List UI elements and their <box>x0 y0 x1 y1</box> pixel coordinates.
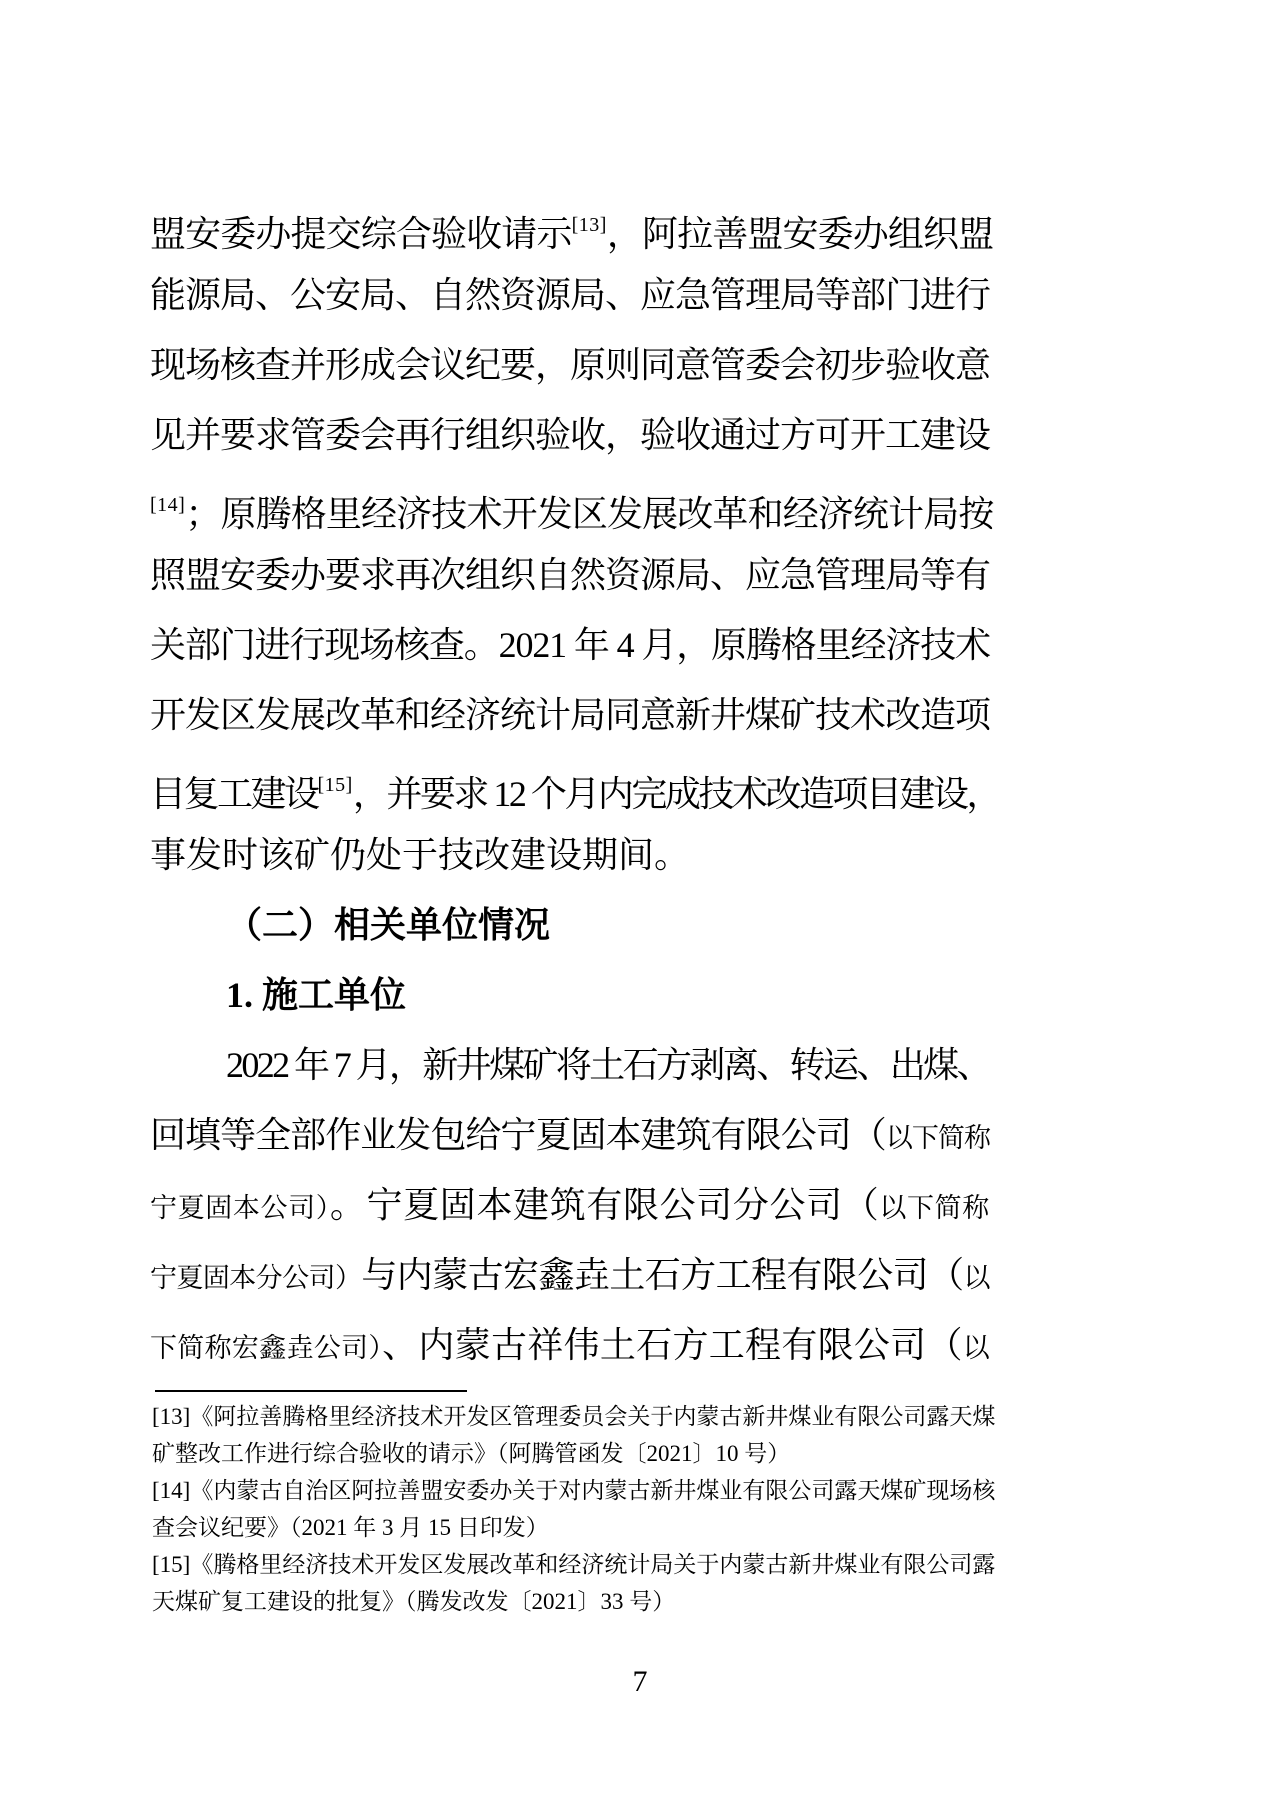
footnote-ref: [15] <box>317 774 353 796</box>
section-heading <box>150 890 990 960</box>
body-line <box>150 1240 990 1310</box>
text-runs <box>150 400 990 470</box>
footnote-line <box>152 1435 1012 1472</box>
text-run: 宁夏固本分公司） <box>150 1263 362 1293</box>
text-runs <box>150 820 690 890</box>
text-run: 现场核查并形成会议纪要，原则同意管委会初步验收意 <box>150 345 991 385</box>
text-run: 、内蒙古祥伟土石方工程有限公司（ <box>382 1325 963 1365</box>
footnote-line <box>152 1398 1012 1435</box>
text-run: 以下简称 <box>885 1123 991 1153</box>
text-run: 以下简称 <box>879 1193 990 1223</box>
footnote-line <box>152 1509 1012 1546</box>
body-line <box>150 540 990 610</box>
text-runs <box>150 610 990 680</box>
footnote-line <box>152 1546 1012 1583</box>
text-run: 查会议纪要》（2021 年 3 月 15 日印发） <box>152 1515 549 1540</box>
text-runs <box>152 1398 995 1435</box>
body-line <box>150 1170 990 1240</box>
text-runs <box>150 1100 990 1173</box>
text-runs <box>150 750 1000 829</box>
text-run: 以 <box>963 1263 990 1293</box>
text-run: 天煤矿复工建设的批复》（腾发改发〔2021〕33 号） <box>152 1589 676 1614</box>
body-line <box>150 190 994 260</box>
text-runs <box>152 1435 790 1472</box>
text-run: ，阿拉善盟安委办组织盟 <box>606 214 994 254</box>
body-line <box>150 1100 990 1170</box>
text-run: 见并要求管委会再行组织验收，验收通过方可开工建设 <box>150 415 991 455</box>
text-run: 盟安委办提交综合验收请示 <box>150 214 572 254</box>
text-run: 2022 年 7 月，新井煤矿将土石方剥离、转运、出煤、 <box>226 1045 990 1085</box>
text-runs <box>152 1583 675 1620</box>
text-run: ；原腾格里经济技术开发区发展改革和经济统计局按 <box>185 494 994 534</box>
text-runs <box>150 1310 990 1383</box>
body-line <box>150 400 990 470</box>
text-runs <box>150 540 990 610</box>
text-run: [15]《腾格里经济技术开发区发展改革和经济统计局关于内蒙古新井煤业有限公司露 <box>152 1552 996 1577</box>
text-run: 矿整改工作进行综合验收的请示》（阿腾管函发〔2021〕10 号） <box>152 1441 791 1466</box>
text-run: 以 <box>962 1333 991 1363</box>
text-runs <box>150 680 990 750</box>
text-runs <box>150 1240 990 1313</box>
subsection-heading <box>150 960 990 1030</box>
text-runs <box>150 470 994 549</box>
text-runs <box>152 1472 995 1509</box>
footnote-separator <box>155 1390 467 1392</box>
footnote-line <box>152 1472 1012 1509</box>
text-run: 照盟安委办要求再次组织自然资源局、应急管理局等有 <box>150 555 991 595</box>
text-runs <box>150 330 990 400</box>
text-runs <box>150 260 990 330</box>
text-run: ，并要求 12 个月内完成技术改造项目建设， <box>352 774 1000 814</box>
body-line <box>150 750 1000 820</box>
text-run: 开发区发展改革和经济统计局同意新井煤矿技术改造项 <box>150 695 991 735</box>
text-run: 关部门进行现场核查。2021 年 4 月，原腾格里经济技术 <box>150 625 990 665</box>
footnote-line <box>152 1583 1012 1620</box>
body-line <box>150 260 990 330</box>
text-runs <box>152 1509 549 1546</box>
text-runs <box>226 890 550 960</box>
body-line <box>150 680 990 750</box>
text-runs <box>150 190 993 269</box>
body-line <box>150 1030 990 1100</box>
text-run: 宁夏固本公司） <box>150 1193 330 1223</box>
text-run: 。宁夏固本建筑有限公司分公司（ <box>329 1185 880 1225</box>
body-line <box>150 470 994 540</box>
text-run: 与内蒙古宏鑫垚土石方工程有限公司（ <box>361 1255 964 1295</box>
text-runs <box>226 960 406 1030</box>
page-number: 7 <box>632 1665 648 1698</box>
text-runs <box>150 1170 990 1243</box>
text-run: 能源局、公安局、自然资源局、应急管理局等部门进行 <box>150 275 991 315</box>
body-text <box>150 190 1000 1380</box>
footnotes <box>152 1398 1012 1620</box>
text-run: [13]《阿拉善腾格里经济技术开发区管理委员会关于内蒙古新井煤业有限公司露天煤 <box>152 1404 996 1429</box>
text-run: 下简称宏鑫垚公司） <box>150 1333 383 1363</box>
text-run: [14]《内蒙古自治区阿拉善盟安委办关于对内蒙古新井煤业有限公司露天煤矿现场核 <box>152 1478 996 1503</box>
body-line <box>150 610 990 680</box>
text-run: 1. 施工单位 <box>226 975 407 1015</box>
body-line <box>150 330 990 400</box>
footnote-ref: [13] <box>571 214 607 236</box>
text-runs <box>226 1030 990 1100</box>
text-run: 回填等全部作业发包给宁夏固本建筑有限公司（ <box>150 1115 886 1155</box>
text-run: （二）相关单位情况 <box>226 905 551 945</box>
body-line <box>150 1310 990 1380</box>
body-line <box>150 820 990 890</box>
footnote-ref: [14] <box>150 494 186 516</box>
text-run: 目复工建设 <box>150 774 318 814</box>
text-runs <box>152 1546 995 1583</box>
text-run: 事发时该矿仍处于技改建设期间。 <box>150 835 691 875</box>
